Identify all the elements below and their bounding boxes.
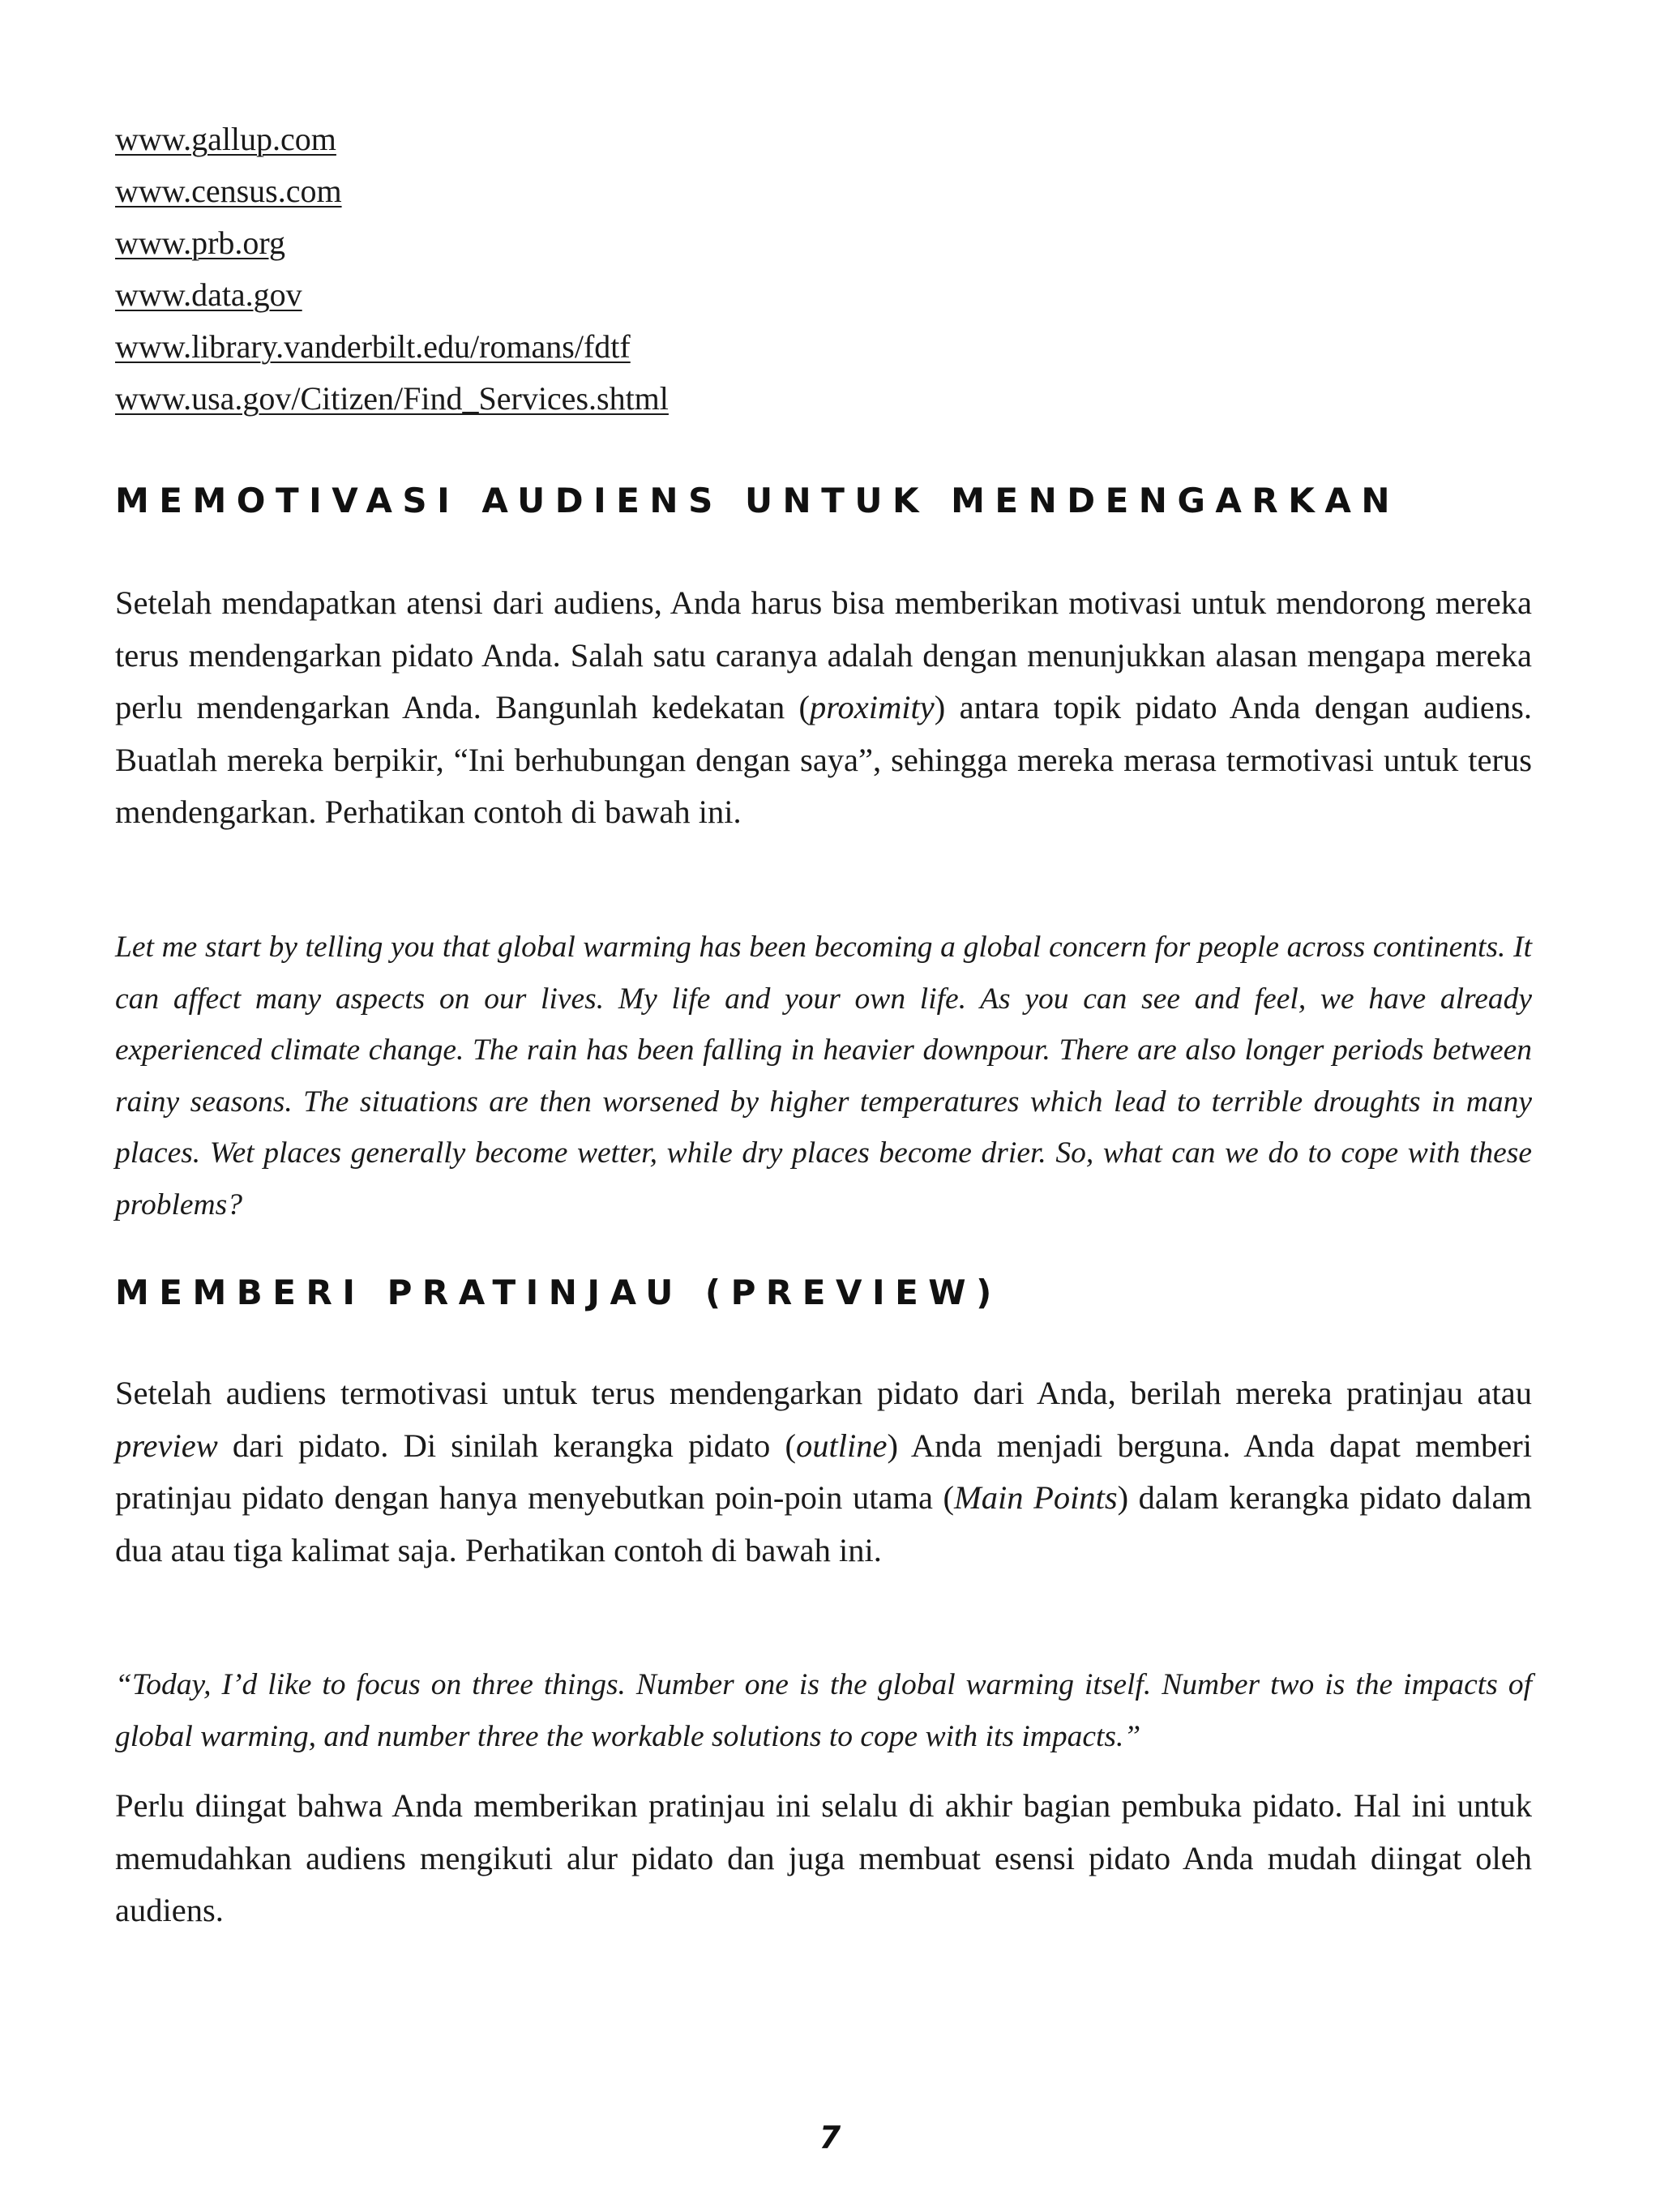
link-census[interactable]: www.census.com (115, 173, 342, 209)
page-number: 7 (819, 2120, 841, 2155)
paragraph-motivate-text-b: ) antara topik pidato Anda dengan audiens. Buatlah mereka berpikir, “Ini berhubungan dengan saya”, sehingga mereka merasa termotivasi untuk terus mendengarkan. Perhatikan contoh di bawah ini. (115, 689, 1532, 830)
example-quote-preview: “Today, I’d like to focus on three things. Number one is the global warming itself. Number two is the impacts of global warming, and number three the workable solutions to cope with its impacts.” (115, 1668, 1532, 1753)
paragraph-preview (115, 1367, 1532, 1577)
example-quote-motivate: Let me start by telling you that global warming has been becoming a global concern for people across continents. It can affect many aspects on our lives. My life and your own life. As you can see and feel, we have already experienced climate change. The rain has been falling in heavier downpour. There are also longer periods between rainy seasons. The situations are then worsened by higher temperatures which lead to terrible droughts in many places. Wet places generally become wetter, while dry places become drier. So, what can we do to cope with these problems? (115, 931, 1532, 1222)
paragraph-preview-emphasis-preview: preview (115, 1427, 218, 1464)
section-heading-preview: MEMBERI PRATINJAU (PREVIEW) (115, 1273, 1002, 1312)
reference-links (115, 113, 1532, 425)
paragraph-closing: Perlu diingat bahwa Anda memberikan pratinjau ini selalu di akhir bagian pembuka pidato. Hal ini untuk memudahkan audiens mengikuti alur pidato dan juga membuat esensi pidato Anda mudah diingat oleh audiens. (115, 1787, 1532, 1928)
link-gallup[interactable]: www.gallup.com (115, 121, 336, 157)
paragraph-preview-emphasis-main-points: Main Points (954, 1479, 1118, 1516)
link-data-gov[interactable]: www.data.gov (115, 276, 302, 313)
paragraph-motivate-text-a: Setelah mendapatkan atensi dari audiens, Anda harus bisa memberikan motivasi untuk mendorong mereka terus mendengarkan pidato Anda. Salah satu caranya adalah dengan menunjukkan alasan mengapa mereka perlu mendengarkan Anda. Bangunlah kedekatan ( (115, 584, 1532, 725)
section-heading-motivate: MEMOTIVASI AUDIENS UNTUK MENDENGARKAN (115, 481, 1400, 520)
link-prb[interactable]: www.prb.org (115, 225, 285, 261)
paragraph-motivate-emphasis: proximity (810, 689, 935, 725)
paragraph-motivate (115, 577, 1532, 839)
paragraph-preview-text-a: Setelah audiens termotivasi untuk terus mendengarkan pidato dari Anda, berilah mereka pratinjau atau (115, 1375, 1532, 1411)
link-usa-gov[interactable]: www.usa.gov/Citizen/Find_Services.shtml (115, 380, 669, 417)
paragraph-preview-emphasis-outline: outline (795, 1427, 888, 1464)
paragraph-preview-text-d: ) dalam kerangka pidato dalam dua atau tiga kalimat saja. Perhatikan contoh di bawah ini. (115, 1479, 1532, 1568)
paragraph-preview-text-b: dari pidato. Di sinilah kerangka pidato ( (217, 1427, 796, 1464)
link-vanderbilt-library[interactable]: www.library.vanderbilt.edu/romans/fdtf (115, 328, 631, 365)
paragraph-preview-text-c: ) Anda menjadi berguna. Anda dapat memberi pratinjau pidato dengan hanya menyebutkan poin-poin utama ( (115, 1427, 1532, 1516)
